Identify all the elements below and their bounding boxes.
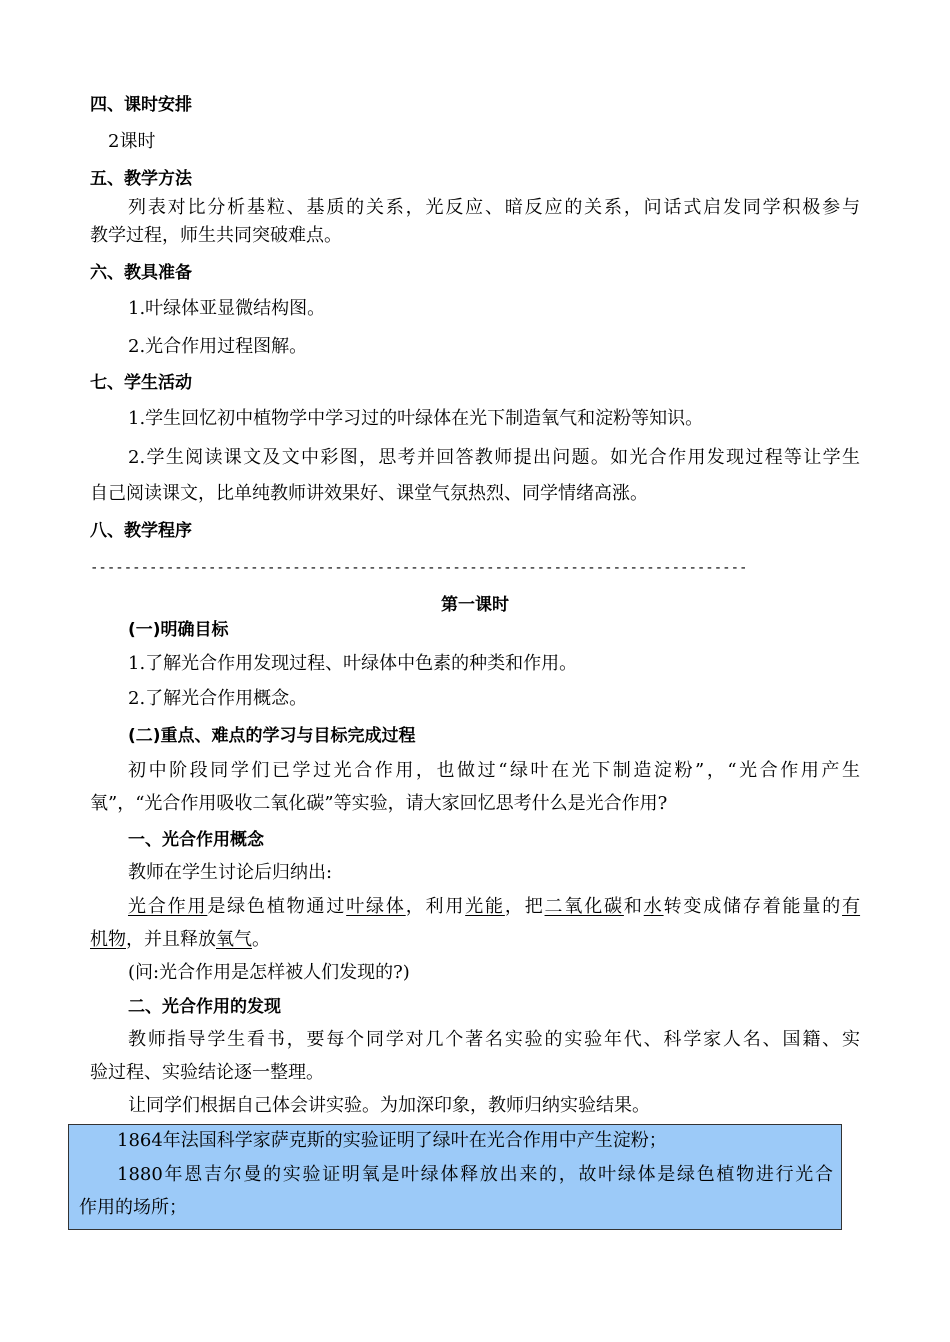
dashed-divider: ------------------------------------------------------------------------------ bbox=[90, 560, 748, 576]
term-organic-matter-part-1: 有 bbox=[842, 896, 861, 917]
term-carbon-dioxide: 二氧化碳 bbox=[544, 896, 624, 917]
term-light-energy: 光能 bbox=[465, 896, 505, 917]
lesson-title: 第一课时 bbox=[441, 595, 509, 615]
discovery-line-1: 教师指导学生看书，要每个同学对几个著名实验的实验年代、科学家人名、国籍、实 bbox=[128, 1029, 860, 1050]
definition-text: 。 bbox=[252, 929, 270, 950]
definition-line-1 bbox=[128, 896, 860, 918]
activities-item-2-line-2: 自己阅读课文，比单纯教师讲效果好、课堂气氛热烈、同学情绪高涨。 bbox=[90, 483, 648, 504]
goal-item-1: 1.了解光合作用发现过程、叶绿体中色素的种类和作用。 bbox=[128, 653, 578, 674]
activities-item-2-line-1: 2.学生阅读课文及文中彩图，思考并回答教师提出问题。如光合作用发现过程等让学生 bbox=[128, 447, 860, 468]
materials-item-1: 1.叶绿体亚显微结构图。 bbox=[128, 298, 326, 319]
section-heading-schedule: 四、课时安排 bbox=[90, 95, 192, 115]
methods-text-line-2: 教学过程，师生共同突破难点。 bbox=[90, 225, 342, 246]
definition-text: ，并且释放 bbox=[126, 929, 216, 950]
term-oxygen: 氧气 bbox=[216, 929, 252, 950]
schedule-text: 2课时 bbox=[108, 131, 156, 152]
experiment-line-3: 作用的场所； bbox=[79, 1197, 187, 1218]
intro-line-2: 氧”，“光合作用吸收二氧化碳”等实验，请大家回忆思考什么是光合作用? bbox=[90, 793, 668, 814]
experiment-line-1: 1864年法国科学家萨克斯的实验证明了绿叶在光合作用中产生淀粉； bbox=[117, 1130, 667, 1151]
definition-line-2 bbox=[90, 929, 270, 951]
term-photosynthesis: 光合作用 bbox=[128, 896, 208, 917]
activities-item-1: 1.学生回忆初中植物学中学习过的叶绿体在光下制造氧气和淀粉等知识。 bbox=[128, 408, 704, 429]
goal-heading: (一)明确目标 bbox=[128, 620, 229, 640]
process-heading: (二)重点、难点的学习与目标完成过程 bbox=[128, 726, 416, 746]
term-water: 水 bbox=[643, 896, 664, 917]
methods-text-line-1: 列表对比分析基粒、基质的关系，光反应、暗反应的关系，问话式启发同学积极参与 bbox=[128, 197, 860, 218]
discovery-line-3: 让同学们根据自己体会讲实验。为加深印象，教师归纳实验结果。 bbox=[128, 1095, 650, 1116]
term-chloroplast: 叶绿体 bbox=[346, 896, 406, 917]
materials-item-2: 2.光合作用过程图解。 bbox=[128, 336, 308, 357]
discovery-line-2: 验过程、实验结论逐一整理。 bbox=[90, 1062, 324, 1083]
concept-intro: 教师在学生讨论后归纳出: bbox=[128, 862, 333, 883]
definition-text: 和 bbox=[623, 896, 644, 917]
section-heading-materials: 六、教具准备 bbox=[90, 263, 192, 283]
term-organic-matter-part-2: 机物 bbox=[90, 929, 126, 950]
definition-text: 转变成储存着能量的 bbox=[663, 896, 843, 917]
question-text: (问:光合作用是怎样被人们发现的?) bbox=[128, 962, 410, 983]
section-heading-activities: 七、学生活动 bbox=[90, 373, 192, 393]
intro-line-1: 初中阶段同学们已学过光合作用，也做过“绿叶在光下制造淀粉”，“光合作用产生 bbox=[128, 760, 860, 781]
section-heading-methods: 五、教学方法 bbox=[90, 169, 192, 189]
experiments-box bbox=[68, 1124, 842, 1230]
goal-item-2: 2.了解光合作用概念。 bbox=[128, 688, 308, 709]
definition-text: ，利用 bbox=[405, 896, 466, 917]
section-heading-procedure: 八、教学程序 bbox=[90, 521, 192, 541]
discovery-heading: 二、光合作用的发现 bbox=[128, 997, 281, 1017]
definition-text: 是绿色植物通过 bbox=[207, 896, 347, 917]
definition-text: ，把 bbox=[504, 896, 545, 917]
concept-heading: 一、光合作用概念 bbox=[128, 830, 264, 850]
experiment-line-2: 1880年恩吉尔曼的实验证明氧是叶绿体释放出来的，故叶绿体是绿色植物进行光合 bbox=[117, 1164, 833, 1185]
